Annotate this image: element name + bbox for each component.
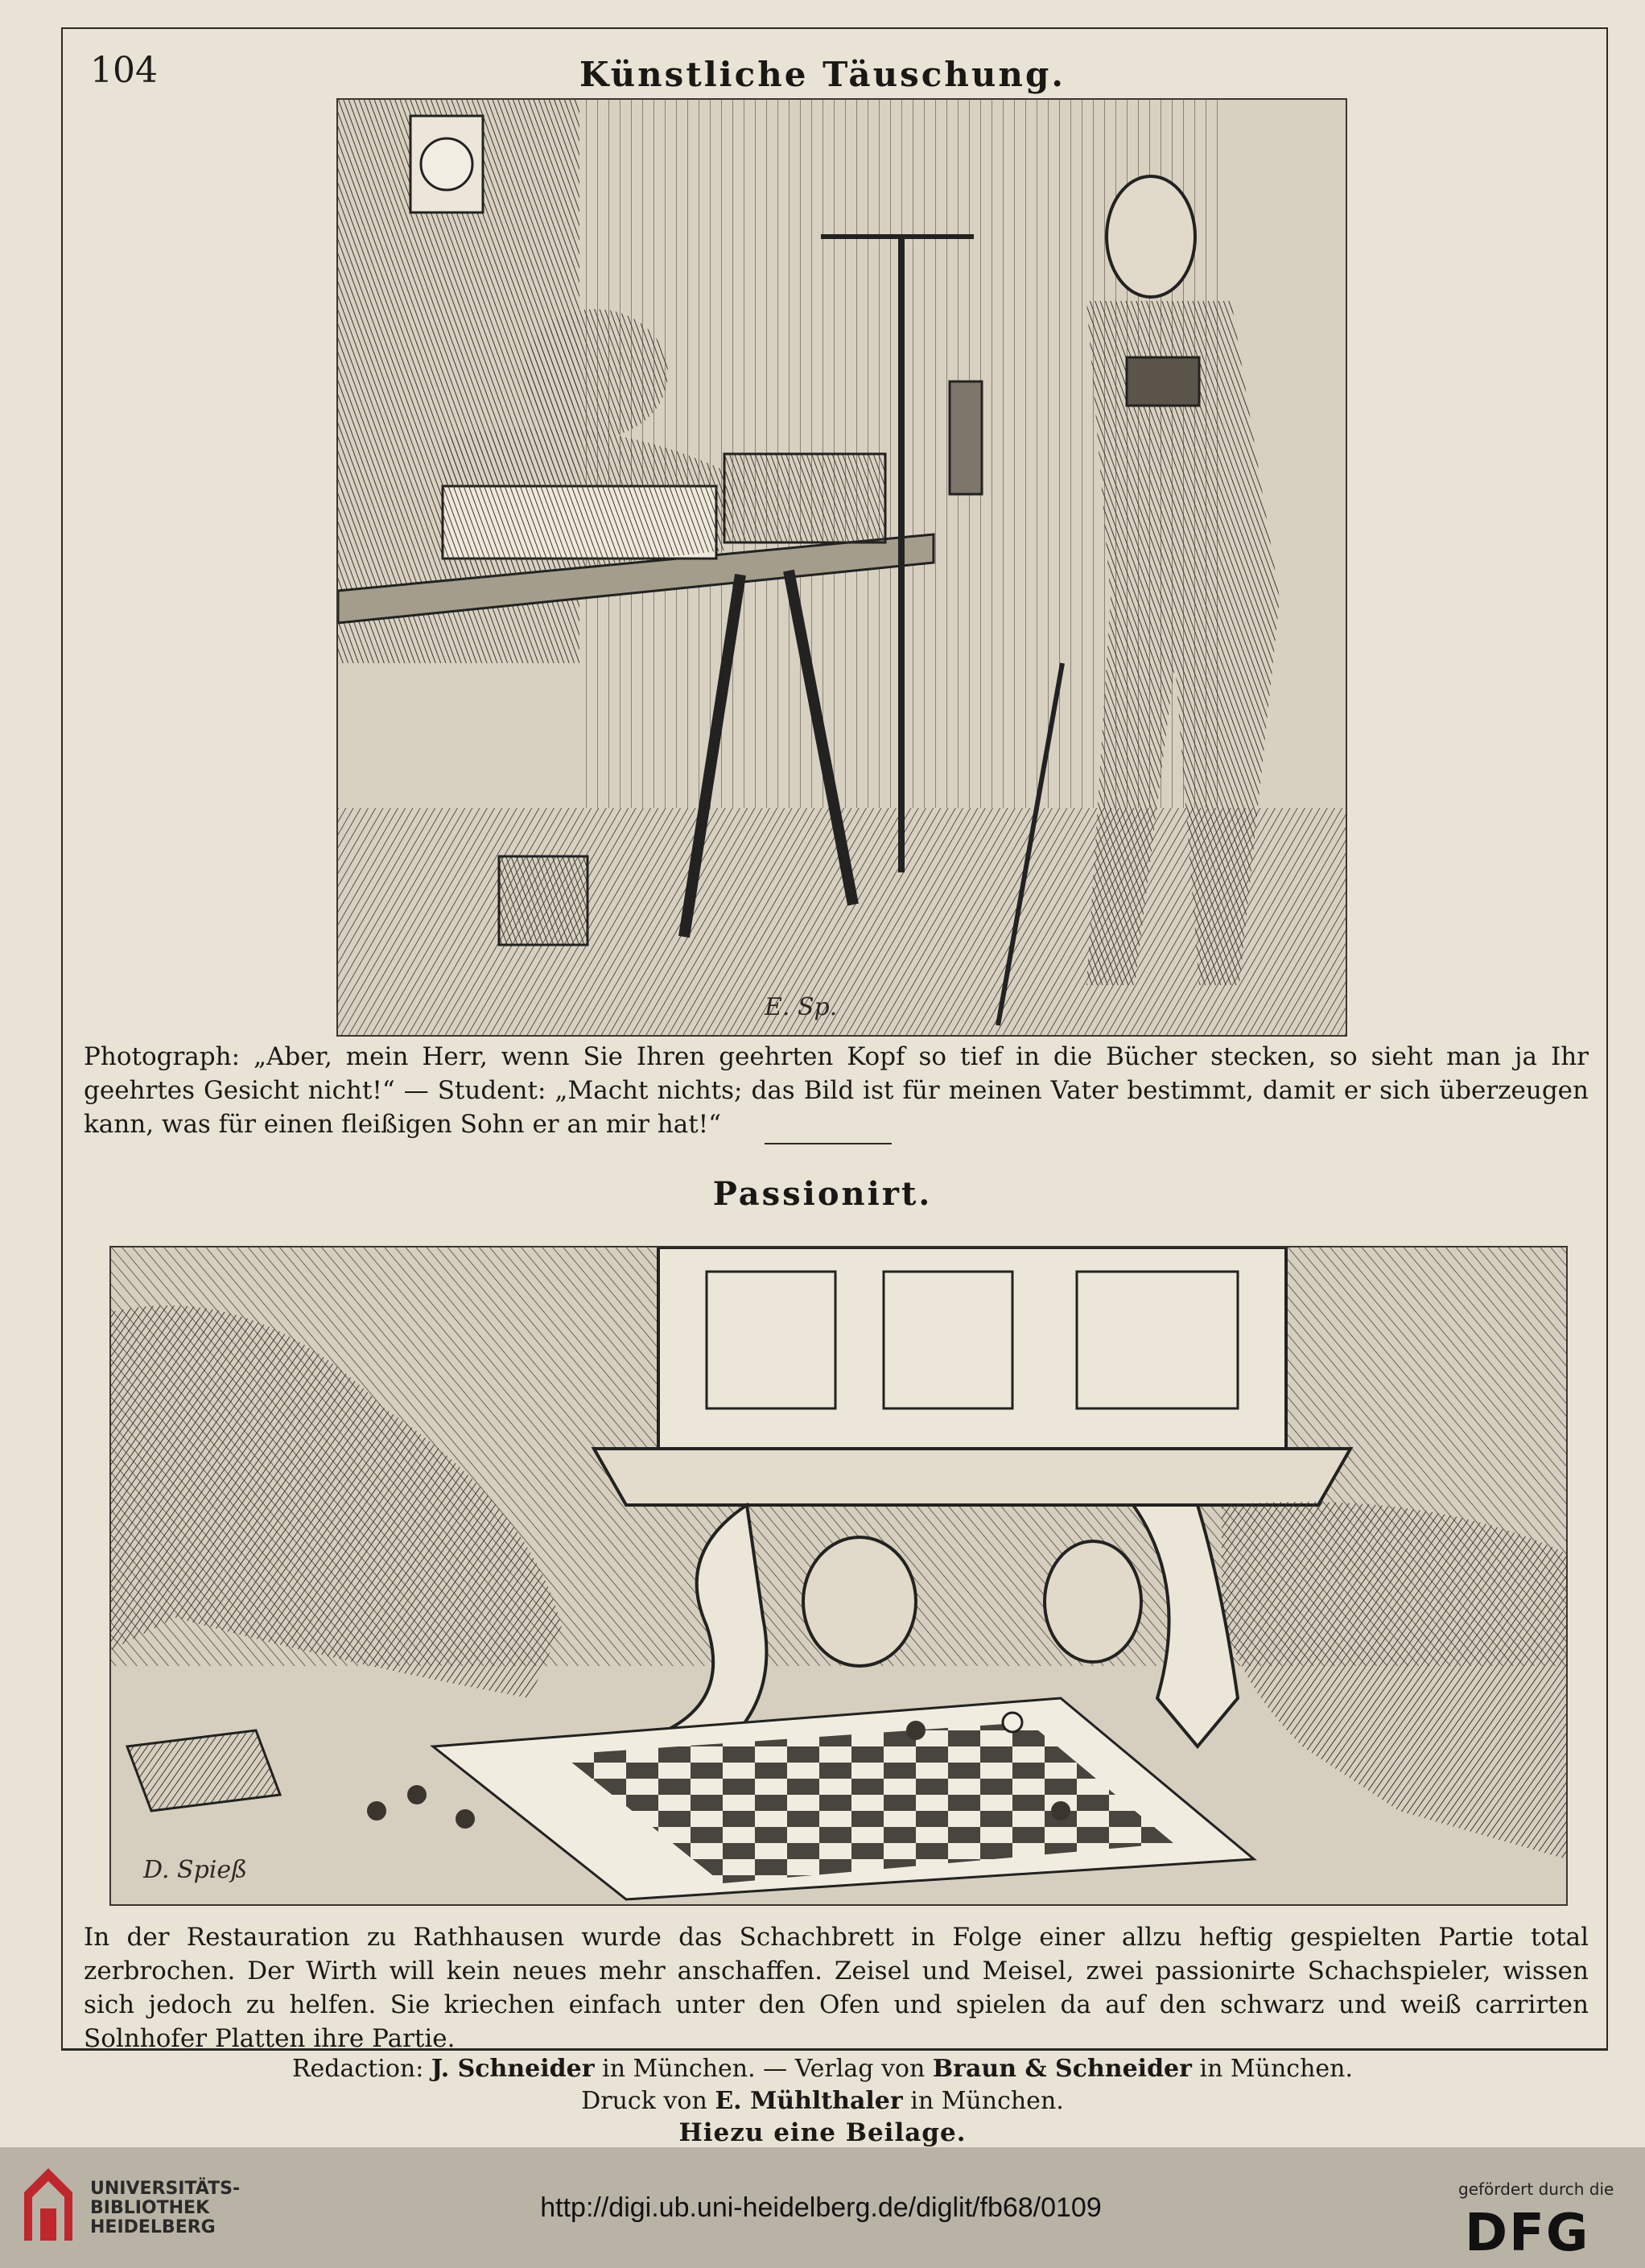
stove-base	[594, 1449, 1350, 1505]
dfg-logo[interactable]: DFG	[1465, 2204, 1590, 2263]
skull	[421, 138, 472, 190]
separator-line	[765, 1143, 892, 1144]
photographer-head	[1107, 176, 1195, 297]
caption-top: Photograph: „Aber, mein Herr, wenn Sie Ihren geehrten Kopf so tief in die Bücher stecken, so sieht man ja Ihr geehrtes Gesicht nicht!“ — Student: „Macht nichts; das Bild ist für meinen Vater bestimmt, damit er sich überzeugen kann, was für einen fleißigen Sohn er an mir hat!“	[84, 1042, 1589, 1139]
student-head	[523, 309, 668, 438]
title-top: Künstliche Täuschung.	[579, 55, 1066, 94]
chess-box	[127, 1730, 280, 1811]
artist-signature-bottom: D. Spieß	[143, 1856, 248, 1884]
imprint-rule	[61, 2048, 1608, 2051]
book-stack	[724, 454, 885, 542]
artist-signature-top: E. Sp.	[765, 993, 838, 1021]
university-logo-icon[interactable]	[16, 2163, 82, 2249]
imprint-printer: E. Mühlthaler	[715, 2087, 903, 2115]
stove	[658, 1247, 1286, 1449]
imprint-supplement: Hiezu eine Beilage.	[678, 2118, 967, 2147]
imprint-editorial-mid: in München. — Verlag von	[602, 2055, 926, 2083]
university-name-line2: BIBLIOTHEK	[90, 2198, 210, 2218]
title-bottom: Passionirt.	[712, 1175, 933, 1213]
imprint-publisher: Braun & Schneider	[932, 2055, 1192, 2083]
page-number: 104	[90, 50, 158, 91]
university-name[interactable]	[90, 2179, 240, 2237]
funded-by-label: gefördert durch die	[1458, 2179, 1614, 2199]
player-left-head	[803, 1537, 916, 1666]
university-name-line3: HEIDELBERG	[90, 2217, 216, 2237]
player-right-head	[1045, 1541, 1141, 1662]
imprint-printer-suffix: in München.	[910, 2087, 1064, 2115]
illustration-photographer-student	[336, 98, 1347, 1037]
imprint-printer-prefix: Druck von	[581, 2087, 707, 2115]
imprint-printer-line	[0, 2087, 1645, 2115]
imprint-editor: J. Schneider	[431, 2055, 595, 2083]
imprint-editorial-prefix: Redaction:	[291, 2055, 424, 2083]
camera	[1127, 357, 1199, 406]
viewer-footer	[0, 2147, 1645, 2268]
bottle	[950, 381, 982, 494]
illustration-chess-under-stove	[109, 1246, 1568, 1906]
engraving-bottom	[111, 1247, 1566, 1904]
university-name-line1: UNIVERSITÄTS-	[90, 2179, 241, 2199]
caption-bottom: In der Restauration zu Rathhausen wurde das Schachbrett in Folge einer allzu heftig gespielten Partie total zerbrochen. Der Wirth will kein neues mehr anschaffen. Zeisel und Meisel, zwei passionirte Schachspieler, wissen sich jedoch zu helfen. Sie kriechen einfach unter den Ofen und spielen da auf den schwarz und weiß carrirten Solnhofer Platten ihre Partie.	[84, 1923, 1589, 2053]
imprint-editorial	[0, 2055, 1645, 2083]
permalink-url[interactable]: http://digi.ub.uni-heidelberg.de/diglit/fb68/0109	[540, 2192, 1102, 2223]
engraving-top	[338, 100, 1346, 1035]
imprint-editorial-suffix: in München.	[1199, 2055, 1354, 2083]
bag	[499, 856, 588, 945]
